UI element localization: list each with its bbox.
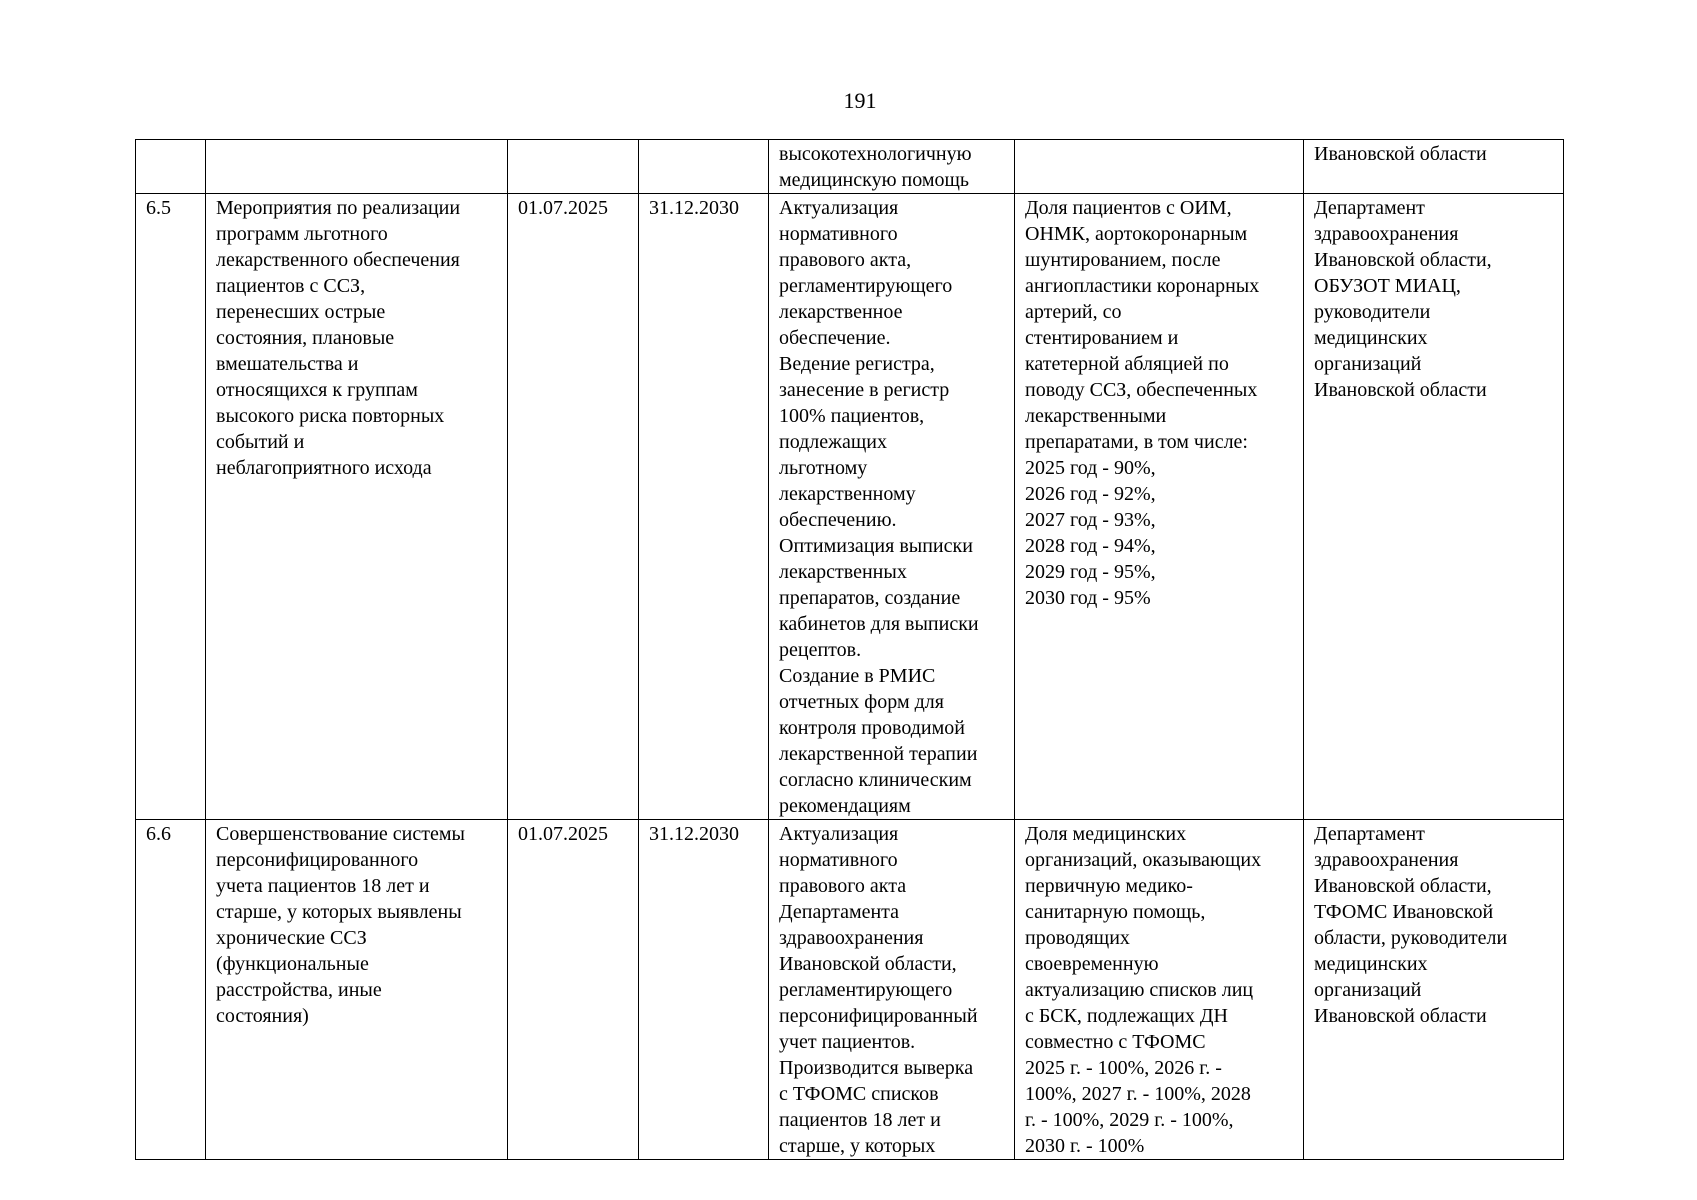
cell-start-date: 01.07.2025 [508, 194, 639, 820]
cell-event [206, 140, 508, 194]
cell-start-date [508, 140, 639, 194]
cell-responsible: Департамент здравоохранения Ивановской области, ОБУЗОТ МИАЦ, руководители медицинских организаций Ивановской области [1304, 194, 1564, 820]
cell-event: Совершенствование системы персонифицированного учета пациентов 18 лет и старше, у которых выявлены хронические ССЗ (функциональные расстройства, иные состояния) [206, 820, 508, 1160]
cell-result: высокотехнологичную медицинскую помощь [769, 140, 1015, 194]
cell-indicator: Доля медицинских организаций, оказывающих первичную медико- санитарную помощь, проводящих своевременную актуализацию списков лиц с БСК, подлежащих ДН совместно с ТФОМС 2025 г. - 100%, 2026 г. - 100%, 2027 г. - 100%, 2028 г. - 100%, 2029 г. - 100%, 2030 г. - 100% [1015, 820, 1304, 1160]
cell-end-date [639, 140, 769, 194]
cell-indicator: Доля пациентов с ОИМ, ОНМК, аортокоронарным шунтированием, после ангиопластики коронарных артерий, со стентированием и катетерной абляцией по поводу ССЗ, обеспеченных лекарственными препаратами, в том числе: 2025 год - 90%, 2026 год - 92%, 2027 год - 93%, 2028 год - 94%, 2029 год - 95%, 2030 год - 95% [1015, 194, 1304, 820]
page-number: 191 [843, 88, 877, 113]
cell-end-date: 31.12.2030 [639, 820, 769, 1160]
table-row [136, 820, 1564, 1160]
cell-start-date: 01.07.2025 [508, 820, 639, 1160]
cell-num [136, 140, 206, 194]
cell-result: Актуализация нормативного правового акта, регламентирующего лекарственное обеспечение. Ведение регистра, занесение в регистр 100% пациентов, подлежащих льготному лекарственному обеспечению. Оптимизация выписки лекарственных препаратов, создание кабинетов для выписки рецептов. Создание в РМИС отчетных форм для контроля проводимой лекарственной терапии согласно клиническим рекомендациям [769, 194, 1015, 820]
cell-end-date: 31.12.2030 [639, 194, 769, 820]
cell-num: 6.6 [136, 820, 206, 1160]
cell-responsible: Ивановской области [1304, 140, 1564, 194]
measures-table [135, 139, 1564, 1160]
cell-indicator [1015, 140, 1304, 194]
cell-event: Мероприятия по реализации программ льготного лекарственного обеспечения пациентов с ССЗ, перенесших острые состояния, плановые вмешательства и относящихся к группам высокого риска повторных событий и неблагоприятного исхода [206, 194, 508, 820]
cell-responsible: Департамент здравоохранения Ивановской области, ТФОМС Ивановской области, руководители медицинских организаций Ивановской области [1304, 820, 1564, 1160]
table-row [136, 194, 1564, 820]
cell-num: 6.5 [136, 194, 206, 820]
table-row [136, 140, 1564, 194]
cell-result: Актуализация нормативного правового акта Департамента здравоохранения Ивановской области, регламентирующего персонифицированный учет пациентов. Производится выверка с ТФОМС списков пациентов 18 лет и старше, у которых [769, 820, 1015, 1160]
